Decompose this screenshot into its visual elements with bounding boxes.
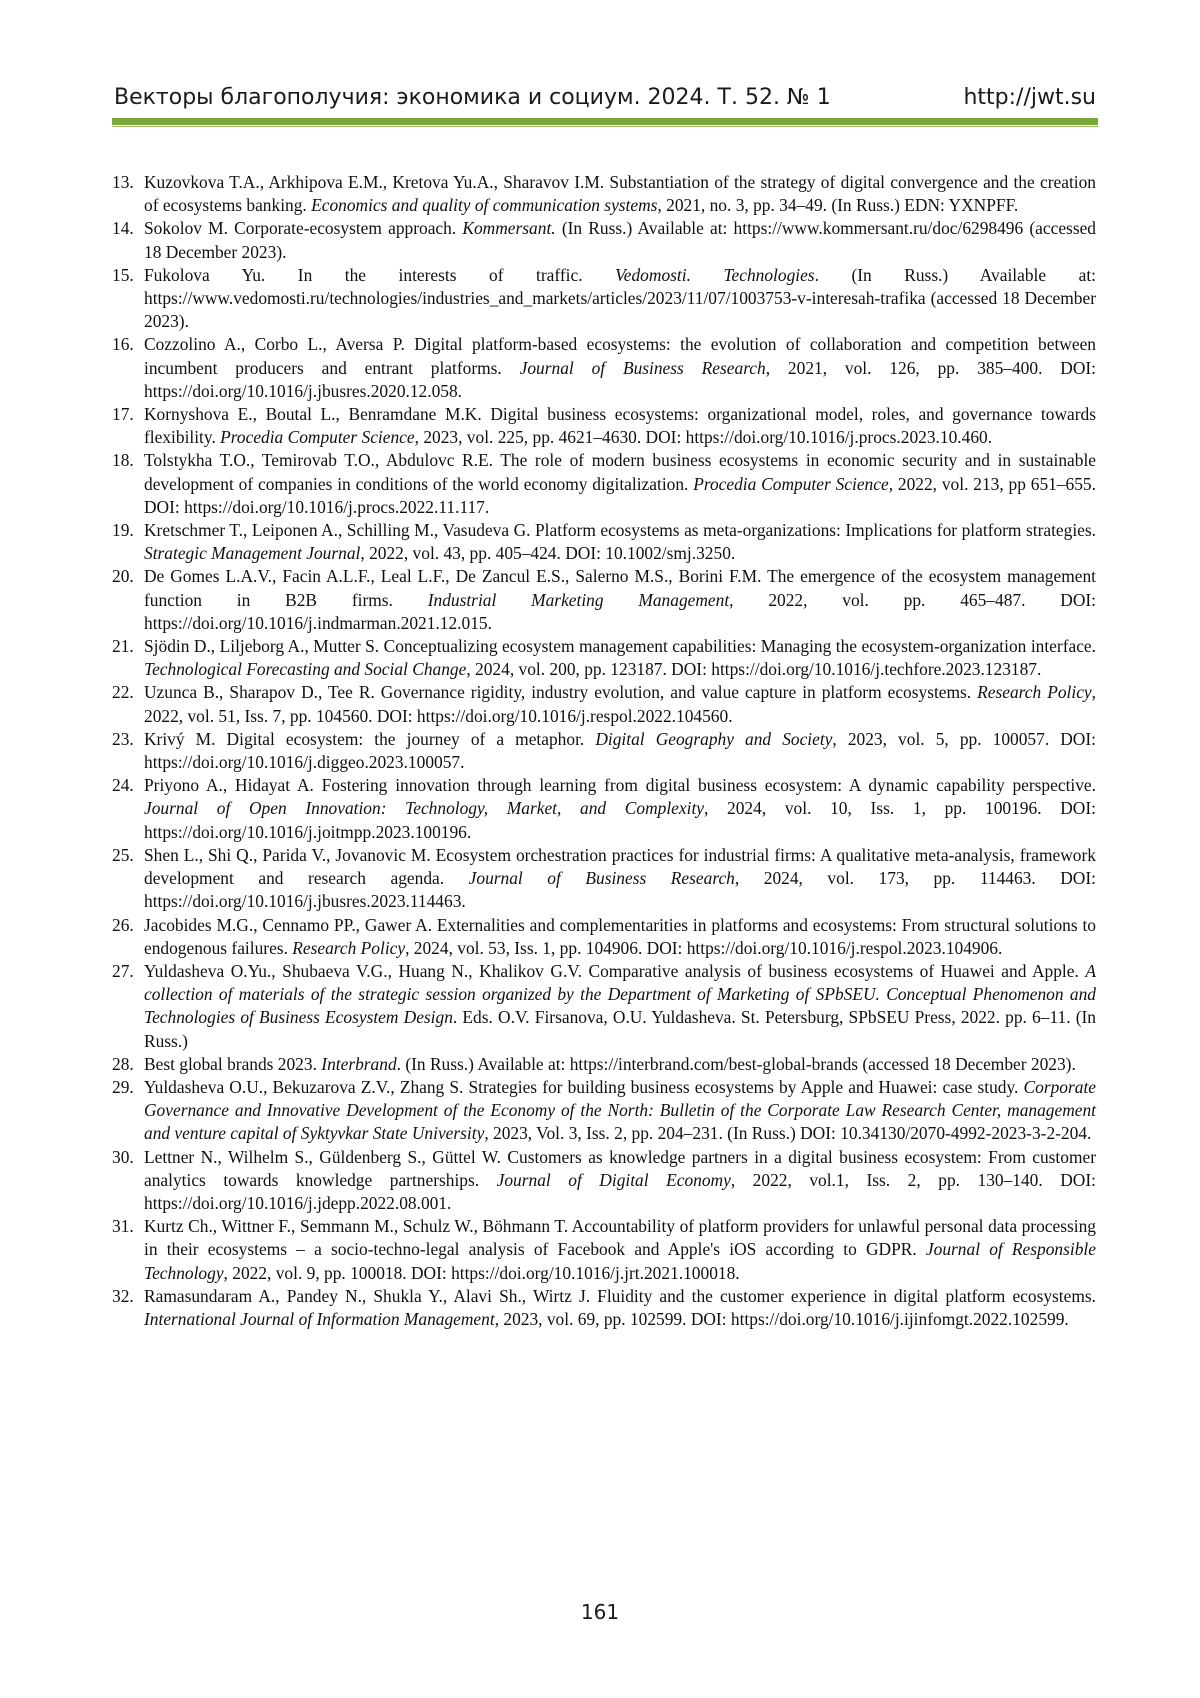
reference-text bbox=[144, 1146, 1096, 1216]
reference-authors-title: Best global brands 2023. bbox=[144, 1054, 321, 1074]
reference-number: 32. bbox=[112, 1285, 144, 1308]
reference-details: . (In Russ.) Available at: https://www.vedomosti.ru/technologies/industries_and_markets/articles/2023/11/07/1003753-v-interesah-trafika (accessed 18 December 2023). bbox=[144, 265, 1096, 331]
reference-source: Journal of Open Innovation: Technology, Market, and Complexity bbox=[144, 798, 704, 818]
reference-number: 19. bbox=[112, 519, 144, 542]
reference-authors-title: Sjödin D., Liljeborg A., Mutter S. Conceptualizing ecosystem management capabilities: Managing the ecosystem-organization interface. bbox=[144, 636, 1096, 656]
reference-source: International Journal of Information Management bbox=[144, 1309, 495, 1329]
reference-text bbox=[144, 1053, 1096, 1076]
page-number: 161 bbox=[0, 1600, 1200, 1624]
reference-item bbox=[112, 449, 1096, 519]
reference-authors-title: Kretschmer T., Leiponen A., Schilling M., Vasudeva G. Platform ecosystems as meta-organizations: Implications for platform strategies. bbox=[144, 520, 1096, 540]
reference-item bbox=[112, 1053, 1096, 1076]
reference-text bbox=[144, 333, 1096, 403]
reference-source: Research Policy bbox=[977, 682, 1091, 702]
reference-details: , 2021, vol. 126, pp. 385–400. DOI: https://doi.org/10.1016/j.jbusres.2020.12.058. bbox=[144, 358, 1096, 401]
reference-authors-title: Krivý M. Digital ecosystem: the journey of a metaphor. bbox=[144, 729, 595, 749]
reference-number: 28. bbox=[112, 1053, 144, 1076]
reference-item bbox=[112, 1215, 1096, 1285]
reference-source: A collection of materials of the strategic session organized by the Department of Marketing of SPbSEU. Conceptual Phenomenon and Technologies of Business Ecosystem Design bbox=[144, 961, 1096, 1027]
reference-item bbox=[112, 914, 1096, 960]
reference-item bbox=[112, 333, 1096, 403]
reference-text bbox=[144, 403, 1096, 449]
reference-source: Economics and quality of communication systems bbox=[311, 195, 657, 215]
reference-item bbox=[112, 1285, 1096, 1331]
reference-source: Journal of Business Research bbox=[520, 358, 766, 378]
reference-text bbox=[144, 774, 1096, 844]
reference-authors-title: Kuzovkova T.A., Arkhipova E.M., Kretova Yu.A., Sharavov I.M. Substantiation of the strategy of digital convergence and the creation of ecosystems banking. bbox=[144, 172, 1096, 215]
reference-details: , 2022, vol. pp. 465–487. DOI: https://doi.org/10.1016/j.indmarman.2021.12.015. bbox=[144, 590, 1096, 633]
reference-text bbox=[144, 635, 1096, 681]
reference-item bbox=[112, 635, 1096, 681]
reference-text bbox=[144, 681, 1096, 727]
reference-source: Journal of Digital Economy bbox=[497, 1170, 731, 1190]
reference-number: 16. bbox=[112, 333, 144, 356]
reference-number: 22. bbox=[112, 681, 144, 704]
reference-text bbox=[144, 449, 1096, 519]
reference-source: Research Policy bbox=[292, 938, 405, 958]
reference-details: , 2022, vol. 9, pp. 100018. DOI: https://doi.org/10.1016/j.jrt.2021.100018. bbox=[224, 1263, 740, 1283]
reference-source: Strategic Management Journal bbox=[144, 543, 360, 563]
reference-authors-title: Yuldasheva O.Yu., Shubaeva V.G., Huang N., Khalikov G.V. Comparative analysis of business ecosystems of Huawei and Apple. bbox=[144, 961, 1085, 981]
reference-number: 27. bbox=[112, 960, 144, 983]
reference-text bbox=[144, 217, 1096, 263]
reference-number: 26. bbox=[112, 914, 144, 937]
reference-number: 23. bbox=[112, 728, 144, 751]
reference-number: 31. bbox=[112, 1215, 144, 1238]
reference-details: , 2022, vol.1, Iss. 2, pp. 130–140. DOI: https://doi.org/10.1016/j.jdepp.2022.08.001. bbox=[144, 1170, 1096, 1213]
reference-details: , 2024, vol. 53, Iss. 1, pp. 104906. DOI: https://doi.org/10.1016/j.respol.2023.104906. bbox=[405, 938, 1002, 958]
reference-details: , 2022, vol. 43, pp. 405–424. DOI: 10.1002/smj.3250. bbox=[360, 543, 735, 563]
reference-authors-title: Ramasundaram A., Pandey N., Shukla Y., Alavi Sh., Wirtz J. Fluidity and the customer experience in digital platform ecosystems. bbox=[144, 1286, 1096, 1306]
reference-number: 20. bbox=[112, 565, 144, 588]
reference-source: Corporate Governance and Innovative Development of the Economy of the North: Bulletin of the Corporate Law Research Center, management and venture capital of Syktyvkar State University bbox=[144, 1077, 1096, 1143]
reference-text bbox=[144, 1076, 1096, 1146]
reference-text bbox=[144, 565, 1096, 635]
reference-number: 24. bbox=[112, 774, 144, 797]
reference-number: 13. bbox=[112, 171, 144, 194]
reference-source: Journal of Responsible Technology bbox=[144, 1239, 1096, 1282]
reference-details: . (In Russ.) Available at: https://interbrand.com/best-global-brands (accessed 18 December 2023). bbox=[397, 1054, 1076, 1074]
reference-authors-title: Yuldasheva O.U., Bekuzarova Z.V., Zhang S. Strategies for building business ecosystems by Apple and Huawei: case study. bbox=[144, 1077, 1024, 1097]
reference-number: 18. bbox=[112, 449, 144, 472]
reference-item bbox=[112, 1146, 1096, 1216]
reference-authors-title: Lettner N., Wilhelm S., Güldenberg S., Güttel W. Customers as knowledge partners in a digital business ecosystem: From customer analytics towards knowledge partnerships. bbox=[144, 1147, 1096, 1190]
reference-text bbox=[144, 914, 1096, 960]
reference-details: , 2024, vol. 10, Iss. 1, pp. 100196. DOI: https://doi.org/10.1016/j.joitmpp.2023.100196. bbox=[144, 798, 1096, 841]
reference-number: 29. bbox=[112, 1076, 144, 1099]
reference-item bbox=[112, 1076, 1096, 1146]
reference-item bbox=[112, 217, 1096, 263]
reference-authors-title: Shen L., Shi Q., Parida V., Jovanovic M. Ecosystem orchestration practices for industrial firms: A qualitative meta-analysis, framework development and research agenda. bbox=[144, 845, 1096, 888]
reference-number: 14. bbox=[112, 217, 144, 240]
reference-number: 15. bbox=[112, 264, 144, 287]
reference-details: , 2023, vol. 5, pp. 100057. DOI: https://doi.org/10.1016/j.diggeo.2023.100057. bbox=[144, 729, 1096, 772]
reference-item bbox=[112, 565, 1096, 635]
reference-item bbox=[112, 960, 1096, 1053]
reference-details: , 2023, vol. 225, pp. 4621–4630. DOI: https://doi.org/10.1016/j.procs.2023.10.460. bbox=[415, 427, 992, 447]
header-rule bbox=[112, 118, 1098, 125]
reference-number: 21. bbox=[112, 635, 144, 658]
reference-details: , 2023, vol. 69, pp. 102599. DOI: https://doi.org/10.1016/j.ijinfomgt.2022.102599. bbox=[495, 1309, 1069, 1329]
running-header bbox=[114, 70, 1096, 110]
reference-source: Digital Geography and Society bbox=[595, 729, 832, 749]
reference-item bbox=[112, 844, 1096, 914]
reference-authors-title: Priyono A., Hidayat A. Fostering innovation through learning from digital business ecosystem: A dynamic capability perspective. bbox=[144, 775, 1096, 795]
reference-item bbox=[112, 171, 1096, 217]
journal-title: Векторы благополучия: экономика и социум. 2024. Т. 52. № 1 bbox=[114, 85, 831, 110]
reference-text bbox=[144, 1215, 1096, 1285]
reference-authors-title: Kurtz Ch., Wittner F., Semmann M., Schulz W., Böhmann T. Accountability of platform providers for unlawful personal data processing in their ecosystems – a socio-techno-legal analysis of Facebook and Apple's iOS according to GDPR. bbox=[144, 1216, 1096, 1259]
reference-number: 17. bbox=[112, 403, 144, 426]
reference-authors-title: Jacobides M.G., Cennamo PP., Gawer A. Externalities and complementarities in platforms and ecosystems: From structural solutions to endogenous failures. bbox=[144, 915, 1096, 958]
reference-source: Vedomosti. Technologies bbox=[615, 265, 815, 285]
reference-details: , 2024, vol. 200, pp. 123187. DOI: https://doi.org/10.1016/j.techfore.2023.123187. bbox=[466, 659, 1041, 679]
reference-text bbox=[144, 264, 1096, 334]
reference-authors-title: Uzunca B., Sharapov D., Tee R. Governance rigidity, industry evolution, and value capture in platform ecosystems. bbox=[144, 682, 977, 702]
reference-details: (In Russ.) Available at: https://www.kommersant.ru/doc/6298496 (accessed 18 December 2023). bbox=[144, 218, 1096, 261]
reference-number: 30. bbox=[112, 1146, 144, 1169]
reference-details: , 2022, vol. 51, Iss. 7, pp. 104560. DOI: https://doi.org/10.1016/j.respol.2022.104560. bbox=[144, 682, 1096, 725]
header-rule-thin bbox=[112, 126, 1098, 127]
reference-details: . Eds. O.V. Firsanova, O.U. Yuldasheva. St. Petersburg, SPbSEU Press, 2022. pp. 6–11. (In Russ.) bbox=[144, 1007, 1096, 1050]
reference-source: Technological Forecasting and Social Change bbox=[144, 659, 466, 679]
reference-source: Journal of Business Research bbox=[469, 868, 735, 888]
reference-item bbox=[112, 403, 1096, 449]
reference-authors-title: Cozzolino A., Corbo L., Aversa P. Digital platform-based ecosystems: the evolution of collaboration and competition between incumbent producers and entrant platforms. bbox=[144, 334, 1096, 377]
reference-list bbox=[112, 171, 1096, 1331]
reference-text bbox=[144, 171, 1096, 217]
reference-source: Interbrand bbox=[321, 1054, 396, 1074]
reference-authors-title: De Gomes L.A.V., Facin A.L.F., Leal L.F., De Zancul E.S., Salerno M.S., Borini F.M. The emergence of the ecosystem management function in B2B firms. bbox=[144, 566, 1096, 609]
reference-authors-title: Tolstykha T.O., Temirovab T.O., Abdulovc R.E. The role of modern business ecosystems in economic security and in sustainable development of companies in conditions of the world economy digitalization. bbox=[144, 450, 1096, 493]
reference-number: 25. bbox=[112, 844, 144, 867]
reference-text bbox=[144, 1285, 1096, 1331]
reference-item bbox=[112, 264, 1096, 334]
journal-url[interactable]: http://jwt.su bbox=[963, 85, 1096, 110]
reference-source: Kommersant. bbox=[462, 218, 555, 238]
reference-text bbox=[144, 728, 1096, 774]
reference-text bbox=[144, 844, 1096, 914]
reference-authors-title: Kornyshova E., Boutal L., Benramdane M.K. Digital business ecosystems: organizational model, roles, and governance towards flexibility. bbox=[144, 404, 1096, 447]
reference-details: , 2021, no. 3, pp. 34–49. (In Russ.) EDN: YXNPFF. bbox=[657, 195, 1018, 215]
reference-item bbox=[112, 728, 1096, 774]
reference-authors-title: Fukolova Yu. In the interests of traffic. bbox=[144, 265, 615, 285]
reference-authors-title: Sokolov M. Corporate-ecosystem approach. bbox=[144, 218, 462, 238]
reference-text bbox=[144, 960, 1096, 1053]
reference-source: Procedia Computer Science bbox=[220, 427, 414, 447]
reference-source: Industrial Marketing Management bbox=[428, 590, 729, 610]
reference-item bbox=[112, 774, 1096, 844]
reference-details: , 2024, vol. 173, pp. 114463. DOI: https://doi.org/10.1016/j.jbusres.2023.114463. bbox=[144, 868, 1096, 911]
reference-source: Procedia Computer Science bbox=[693, 474, 888, 494]
reference-details: , 2023, Vol. 3, Iss. 2, pp. 204–231. (In Russ.) DOI: 10.34130/2070-4992-2023-3-2-204. bbox=[484, 1123, 1091, 1143]
reference-details: , 2022, vol. 213, pp 651–655. DOI: https://doi.org/10.1016/j.procs.2022.11.117. bbox=[144, 474, 1096, 517]
reference-text bbox=[144, 519, 1096, 565]
reference-item bbox=[112, 519, 1096, 565]
reference-item bbox=[112, 681, 1096, 727]
